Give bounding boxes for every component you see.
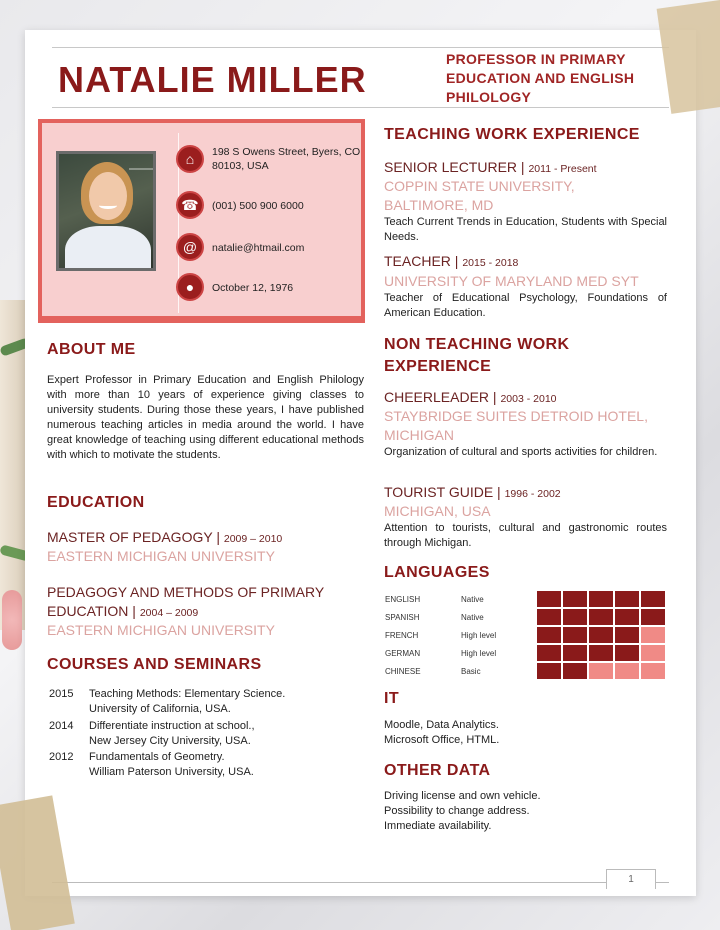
header-bottom-rule [52,107,669,108]
language-name: FRENCH [385,631,419,640]
language-skill-bar [537,627,665,643]
skill-segment [537,663,561,679]
job-organization: MICHIGAN, USA [384,503,491,519]
contact-phone: (001) 500 900 6000 [212,200,304,212]
other-text: Driving license and own vehicle. Possibility to change address. Immediate availability. [384,790,541,832]
skill-segment [537,627,561,643]
language-row [385,609,675,627]
language-name: GERMAN [385,649,421,658]
language-name: SPANISH [385,613,420,622]
language-row [385,591,675,609]
job-title: SENIOR LECTURER | 2011 - Present [384,159,597,175]
job-description: Teach Current Trends in Education, Students with Special Needs. [384,216,667,243]
contact-birthdate: October 12, 1976 [212,282,294,294]
language-row [385,645,675,663]
background-flower [2,590,22,650]
phone-icon: ☎ [176,191,204,219]
language-skill-bar [537,609,665,625]
candidate-title: PROFESSOR IN PRIMARY EDUCATION AND ENGLISH PHILOLOGY [446,51,635,105]
header-top-rule [52,47,669,48]
at-icon: @ [176,233,204,261]
person-icon: ● [176,273,204,301]
skill-segment [589,663,613,679]
skill-segment [563,609,587,625]
language-level: Native [461,613,484,622]
education-degree: PEDAGOGY AND METHODS OF PRIMARY EDUCATION | 2004 – 2009 [47,584,324,619]
skill-segment [615,591,639,607]
skill-segment [563,591,587,607]
languages-title: LANGUAGES [384,564,490,581]
education-institution: EASTERN MICHIGAN UNIVERSITY [47,622,275,638]
skill-segment [537,645,561,661]
skill-segment [563,663,587,679]
about-text: Expert Professor in Primary Education and English Philology with more than 10 years of experience giving classes to university students. During those these years, I have published numerous teaching articles in media around the world. I have great knowledge of teaching using different educational methods with which to motivate the students. [47,374,364,461]
skill-segment [589,591,613,607]
language-name: ENGLISH [385,595,421,604]
language-name: CHINESE [385,667,421,676]
skill-segment [615,627,639,643]
skill-segment [615,663,639,679]
courses-title: COURSES AND SEMINARS [47,656,262,673]
job-organization: COPPIN STATE UNIVERSITY, BALTIMORE, MD [384,178,575,213]
skill-segment [563,627,587,643]
job-description: Attention to tourists, cultural and gastronomic routes through Michigan. [384,522,667,549]
language-level: High level [461,631,497,640]
candidate-name: NATALIE MILLER [58,59,367,100]
skill-segment [537,591,561,607]
profile-photo [56,151,156,271]
skill-segment [589,645,613,661]
skill-segment [641,663,665,679]
contact-address: 198 S Owens Street, Byers, CO 80103, USA [212,146,361,172]
contact-email: natalie@htmail.com [212,242,305,254]
other-title: OTHER DATA [384,762,491,779]
skill-segment [589,609,613,625]
job-title: TOURIST GUIDE | 1996 - 2002 [384,484,561,500]
language-skill-bar [537,663,665,679]
it-text: Moodle, Data Analytics. Microsoft Office, HTML. [384,719,500,746]
skill-segment [537,609,561,625]
language-skill-bar [537,591,665,607]
page-number: 1 [606,869,656,889]
language-level: Basic [461,667,481,676]
language-skill-bar [537,645,665,661]
skill-segment [615,609,639,625]
language-level: Native [461,595,484,604]
education-title: EDUCATION [47,494,145,511]
job-title: TEACHER | 2015 - 2018 [384,253,519,269]
skill-segment [641,627,665,643]
job-organization: STAYBRIDGE SUITES DETROID HOTEL, MICHIGAN [384,408,648,443]
skill-segment [589,627,613,643]
language-level: High level [461,649,497,658]
home-icon: ⌂ [176,145,204,173]
education-institution: EASTERN MICHIGAN UNIVERSITY [47,548,275,564]
contact-box [38,119,365,323]
it-title: IT [384,690,400,707]
job-title: CHEERLEADER | 2003 - 2010 [384,389,557,405]
education-degree: MASTER OF PEDAGOGY | 2009 – 2010 [47,529,283,545]
skill-segment [615,645,639,661]
skill-segment [641,645,665,661]
job-description: Organization of cultural and sports activities for children. [384,446,658,458]
skill-segment [563,645,587,661]
job-organization: UNIVERSITY OF MARYLAND MED SYT [384,273,639,289]
resume-page: NATALIE MILLER PROFESSOR IN PRIMARY EDUCATION AND ENGLISH PHILOLOGY ⌂ 198 S Owens Street, Byers, CO 80103, USA ☎ (001) 500 900 6000 @ natalie@htmail.com ● October 12, 1976 ABOUT ME Expert Professor in Primary Education and English Philology with more than 10 years of experience giving classes to university students. During those these years, I have published numerous teaching articles in media around the world. I have great knowledge of teaching using different educational methods with which to motivate the students. EDUCATION MASTER OF PEDAGOGY | 2009 – 2010 EASTERN MICHIGAN UNIVERSITY PEDAGOGY AND METHODS OF PRIMARY EDUCATION | 2004 – 2009 EASTERN MICHIGAN UNIVERSITY COURSES AND SEMINARS 2015 Teaching Methods: Elementary Science. University of California, USA. 2014 Differentiate instruction at school., New Jersey City University, USA. 2012 Fundamentals of Geometry. William Paterson University, USA. TEACHING WORK EXPERIENCE SENIOR LECTURER | 2011 - Present COPPIN STATE UNIVERSITY, BALTIMORE, MD Teach Current Trends in Education, Students with Special Needs. TEACHER | 2015 - 2018 UNIVERSITY OF MARYLAND MED SYT Teacher of Educational Psychology, Foundations of American Education. NON TEACHING WORK EXPERIENCE CHEERLEADER | 2003 - 2010 STAYBRIDGE SUITES DETROID HOTEL, MICHIGAN Organization of cultural and sports activities for children. TOURIST GUIDE | 1996 - 2002 MICHIGAN, USA Attention to tourists, cultural and gastronomic routes through Michigan. LANGUAGES ENGLISH Native SPANISH Native FRENCH High level GERMAN High level CHINESE Basic IT Moodle, Data Analytics. Microsoft Office, HTML. OTHER DATA Driving license and own vehicle. Possibility to change address. Immediate availability. 1 [25,30,696,896]
footer-rule [52,882,669,883]
language-row [385,627,675,645]
about-title: ABOUT ME [47,341,136,358]
nonteaching-title: NON TEACHING WORK EXPERIENCE [384,336,570,375]
teaching-title: TEACHING WORK EXPERIENCE [384,126,640,143]
language-row [385,663,675,681]
skill-segment [641,609,665,625]
skill-segment [641,591,665,607]
job-description: Teacher of Educational Psychology, Foundations of American Education. [384,292,667,319]
